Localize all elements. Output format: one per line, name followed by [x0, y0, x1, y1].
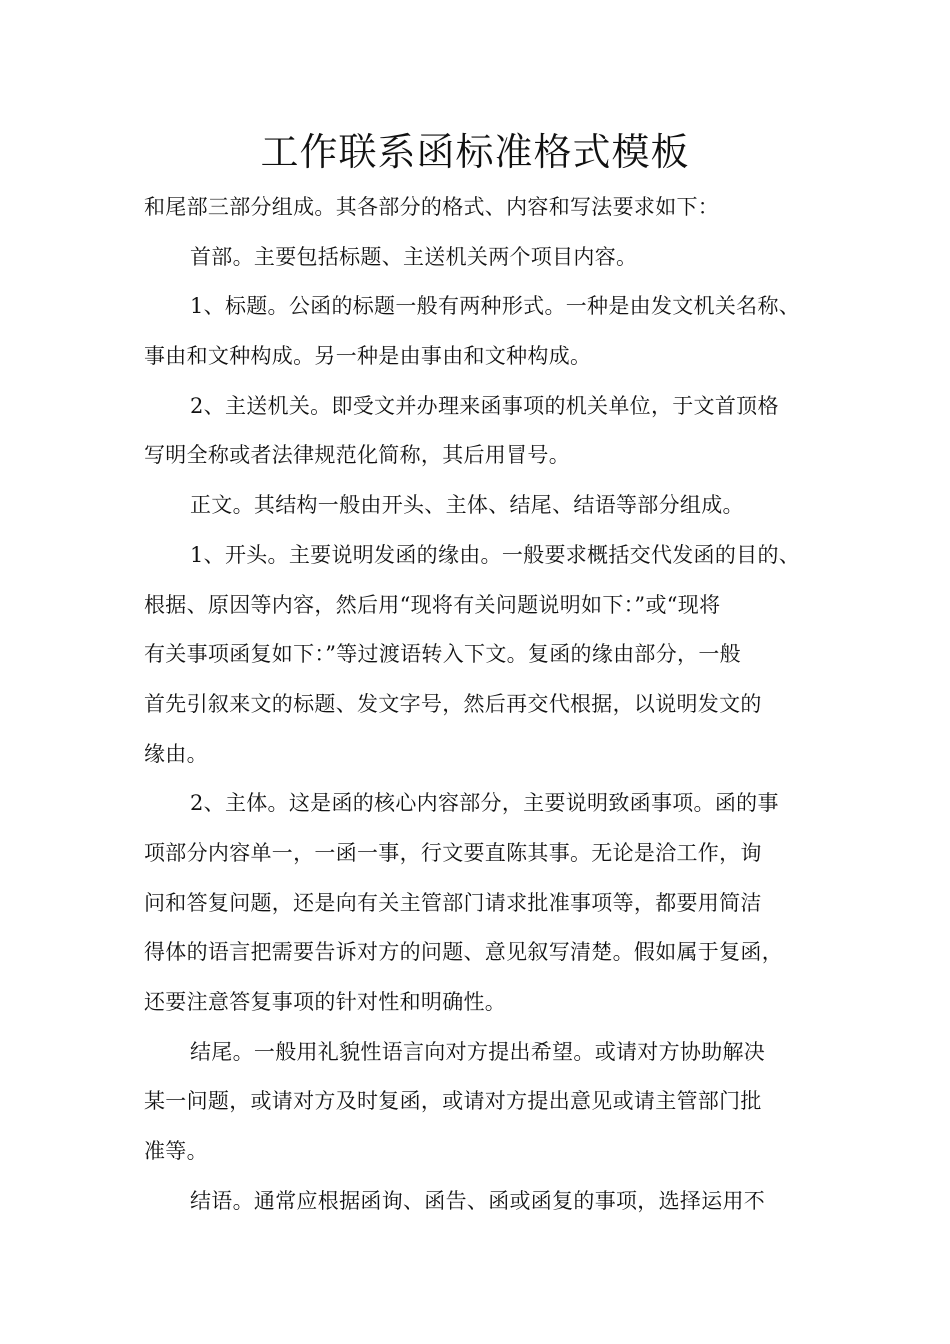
text-line: 某一问题，或请对方及时复函，或请对方提出意见或请主管部门批 — [144, 1089, 762, 1114]
text-line: 1、标题。公函的标题一般有两种形式。一种是由发文机关名称、 — [190, 294, 801, 319]
document-title: 工作联系函标准格式模板 — [260, 130, 690, 174]
text-line: 结语。通常应根据函询、函告、函或函复的事项，选择运用不 — [190, 1188, 766, 1213]
text-line: 写明全称或者法律规范化简称，其后用冒号。 — [144, 443, 570, 468]
text-line: 2、主送机关。即受文并办理来函事项的机关单位，于文首顶格 — [190, 393, 779, 418]
text-line: 1、开头。主要说明发函的缘由。一般要求概括交代发函的目的、 — [190, 542, 801, 567]
text-line: 有关事项函复如下：”等过渡语转入下文。复函的缘由部分，一般 — [144, 642, 741, 667]
text-line: 2、主体。这是函的核心内容部分，主要说明致函事项。函的事 — [190, 791, 779, 816]
text-line: 得体的语言把需要告诉对方的问题、意见叙写清楚。假如属于复函， — [144, 940, 783, 965]
text-line: 缘由。 — [144, 741, 208, 766]
text-line: 还要注意答复事项的针对性和明确性。 — [144, 990, 507, 1014]
text-line: 问和答复问题，还是向有关主管部门请求批准事项等，都要用简洁 — [144, 890, 762, 915]
text-line: 事由和文种构成。另一种是由事由和文种构成。 — [144, 344, 592, 369]
text-line: 准等。 — [144, 1139, 208, 1164]
text-line: 首部。主要包括标题、主送机关两个项目内容。 — [190, 244, 638, 269]
text-line: 正文。其结构一般由开头、主体、结尾、结语等部分组成。 — [190, 493, 744, 518]
text-line: 项部分内容单一，一函一事，行文要直陈其事。无论是洽工作，询 — [144, 840, 762, 865]
document-body — [144, 183, 834, 1226]
text-line: 根据、原因等内容，然后用“现将有关问题说明如下：”或“现将 — [144, 592, 721, 617]
text-line: 和尾部三部分组成。其各部分的格式、内容和写法要求如下： — [144, 195, 720, 219]
text-line: 结尾。一般用礼貌性语言向对方提出希望。或请对方协助解决 — [190, 1039, 766, 1064]
text-line: 首先引叙来文的标题、发文字号，然后再交代根据，以说明发文的 — [144, 691, 762, 716]
